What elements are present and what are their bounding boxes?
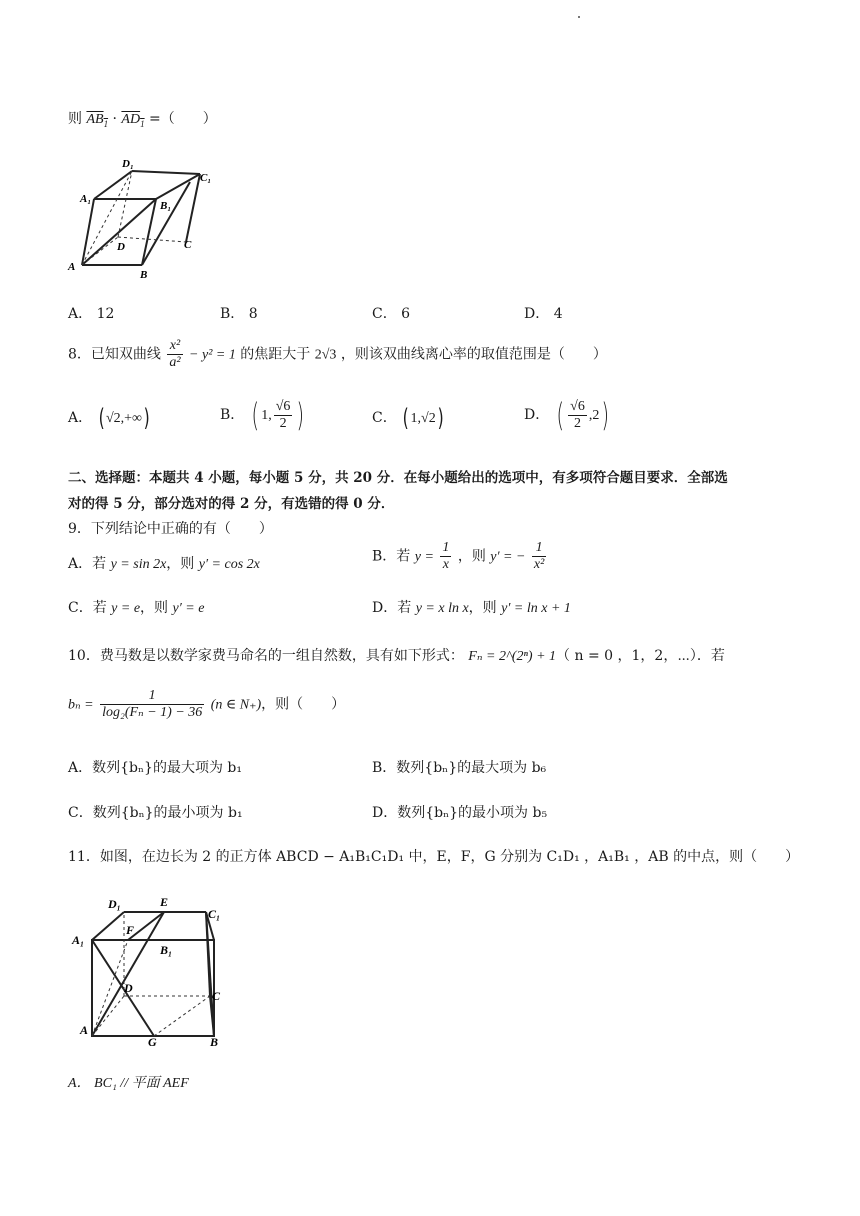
q7-stem <box>68 108 217 129</box>
q11-label-d1: D₁ <box>108 897 121 911</box>
q11-front-face <box>92 940 214 1036</box>
q7-label-b1: B₁ <box>160 200 172 212</box>
q7-option-d: D． 4 <box>524 306 563 322</box>
q8-option-c: C． ( 1,√2) <box>372 404 444 432</box>
q7-hidden-ad <box>82 237 118 265</box>
q7-hidden-dc <box>118 237 186 242</box>
q7-edge-d1c1 <box>132 171 200 174</box>
q7-dot: · <box>112 111 117 127</box>
q7-eq: =（ ） <box>149 111 217 127</box>
q7-label-a1: A₁ <box>80 193 92 205</box>
q11-edge-a1d1 <box>92 912 124 940</box>
q7-edge-b1c1 <box>156 174 200 199</box>
q11-figure <box>68 888 228 1048</box>
q7-figure <box>62 152 222 280</box>
q7-prefix: 则 <box>68 111 82 127</box>
q11-option-a: A． BC₁ // 平面 AEF <box>68 1076 189 1091</box>
q8-value: 2√3 <box>314 347 337 363</box>
page-mark-dot <box>578 16 580 18</box>
q9-option-b: B．若 y = $\frac{1}{x}$ ，则 y′ = − $\frac{1}{\text{x²}}$ <box>372 540 545 572</box>
q11-label-b: B <box>210 1035 219 1048</box>
q8-option-b: B． ( 1, $\frac{√6}{2}$ ) <box>220 396 305 434</box>
q10-fermat-formula: Fₙ = 2^(2ⁿ) + 1 <box>468 649 557 664</box>
q7-label-b: B <box>140 269 148 280</box>
section2-line1: 二、选择题：本题共 4 小题，每小题 5 分，共 20 分．在每小题给出的选项中，有多项符合题目要求．全部选 <box>68 470 728 486</box>
q9-stem: 9．下列结论中正确的有（ ） <box>68 521 273 537</box>
q8-option-d: D． ( $\frac{√6}{2}$ ,2) <box>524 396 610 434</box>
q11-label-g: G <box>148 1035 157 1048</box>
q11-stem: 11．如图，在边长为 2 的正方体 ABCD − A₁B₁C₁D₁ 中，E，F，G 分别为 C₁D₁ ，A₁B₁ ，AB 的中点，则（ ） <box>68 849 800 865</box>
q7-label-c: C <box>184 239 192 251</box>
q10-option-d: D．数列{bₙ}的最小项为 b₅ <box>372 805 548 821</box>
q11-label-a: A <box>80 1023 89 1037</box>
q11-label-a1: A₁ <box>72 933 85 947</box>
q11-line-bc1 <box>206 912 214 1036</box>
q7-vector-ab1: $AB_1$ <box>86 112 109 129</box>
q11-label-b1: B₁ <box>160 943 173 957</box>
q10-stem: 10．费马数是以数学家费马命名的一组自然数，具有如下形式： Fₙ = 2^(2ⁿ) + 1（ n = 0 ，1，2，⋯）．若 <box>68 648 725 664</box>
q10-option-a: A．数列{bₙ}的最大项为 b₁ <box>68 760 242 776</box>
q7-option-c: C． 6 <box>372 306 411 322</box>
q10-option-b: B．数列{bₙ}的最大项为 b₆ <box>372 760 547 776</box>
q8-stem: 8．已知双曲线 $\frac{\text{x²}}{\text{a²}}$ − y² = 1 的焦距大于 2√3 ，则该双曲线离心率的取值范围是（ ） <box>68 338 607 370</box>
q11-hidden-ad <box>92 996 124 1036</box>
q7-option-b: B． 8 <box>220 306 258 322</box>
q11-label-c1: C₁ <box>208 907 221 921</box>
q7-label-c1: C₁ <box>200 172 212 184</box>
q7-option-a: A． 12 <box>68 306 115 322</box>
q7-vector-ad1: $AD_1$ <box>121 112 145 129</box>
q11-label-f: F <box>126 923 135 937</box>
q8-fraction: $\frac{\text{x²}}{\text{a²}}$ <box>169 338 181 370</box>
q8-option-a: A． ( √2,+∞) <box>68 404 150 432</box>
q11-label-c: C <box>212 989 221 1003</box>
q7-edge-a1d1 <box>94 171 132 199</box>
q11-label-e: E <box>160 895 169 909</box>
q11-hidden-gc <box>154 996 210 1036</box>
q11-label-d: D <box>124 981 133 995</box>
section2-line2: 对的得 5 分，部分选对的得 2 分，有选错的得 0 分． <box>68 496 395 512</box>
q10-option-c: C．数列{bₙ}的最小项为 b₁ <box>68 805 243 821</box>
q9-option-c: C．若 y = e，则 y′ = e <box>68 600 205 616</box>
q10-bn-definition: bₙ = $\frac{1}{\text{log₂(Fₙ − 1) − 36}}$ (n ∈ N₊)，则（ ） <box>68 688 346 720</box>
q9-option-a: A．若 y = sin 2x，则 y′ = cos 2x <box>68 556 260 572</box>
q7-label-a: A <box>68 261 76 273</box>
q9-option-d: D．若 y = x ln x，则 y′ = ln x + 1 <box>372 600 571 616</box>
q7-label-d1: D₁ <box>122 158 134 170</box>
q7-label-d: D <box>117 241 125 253</box>
